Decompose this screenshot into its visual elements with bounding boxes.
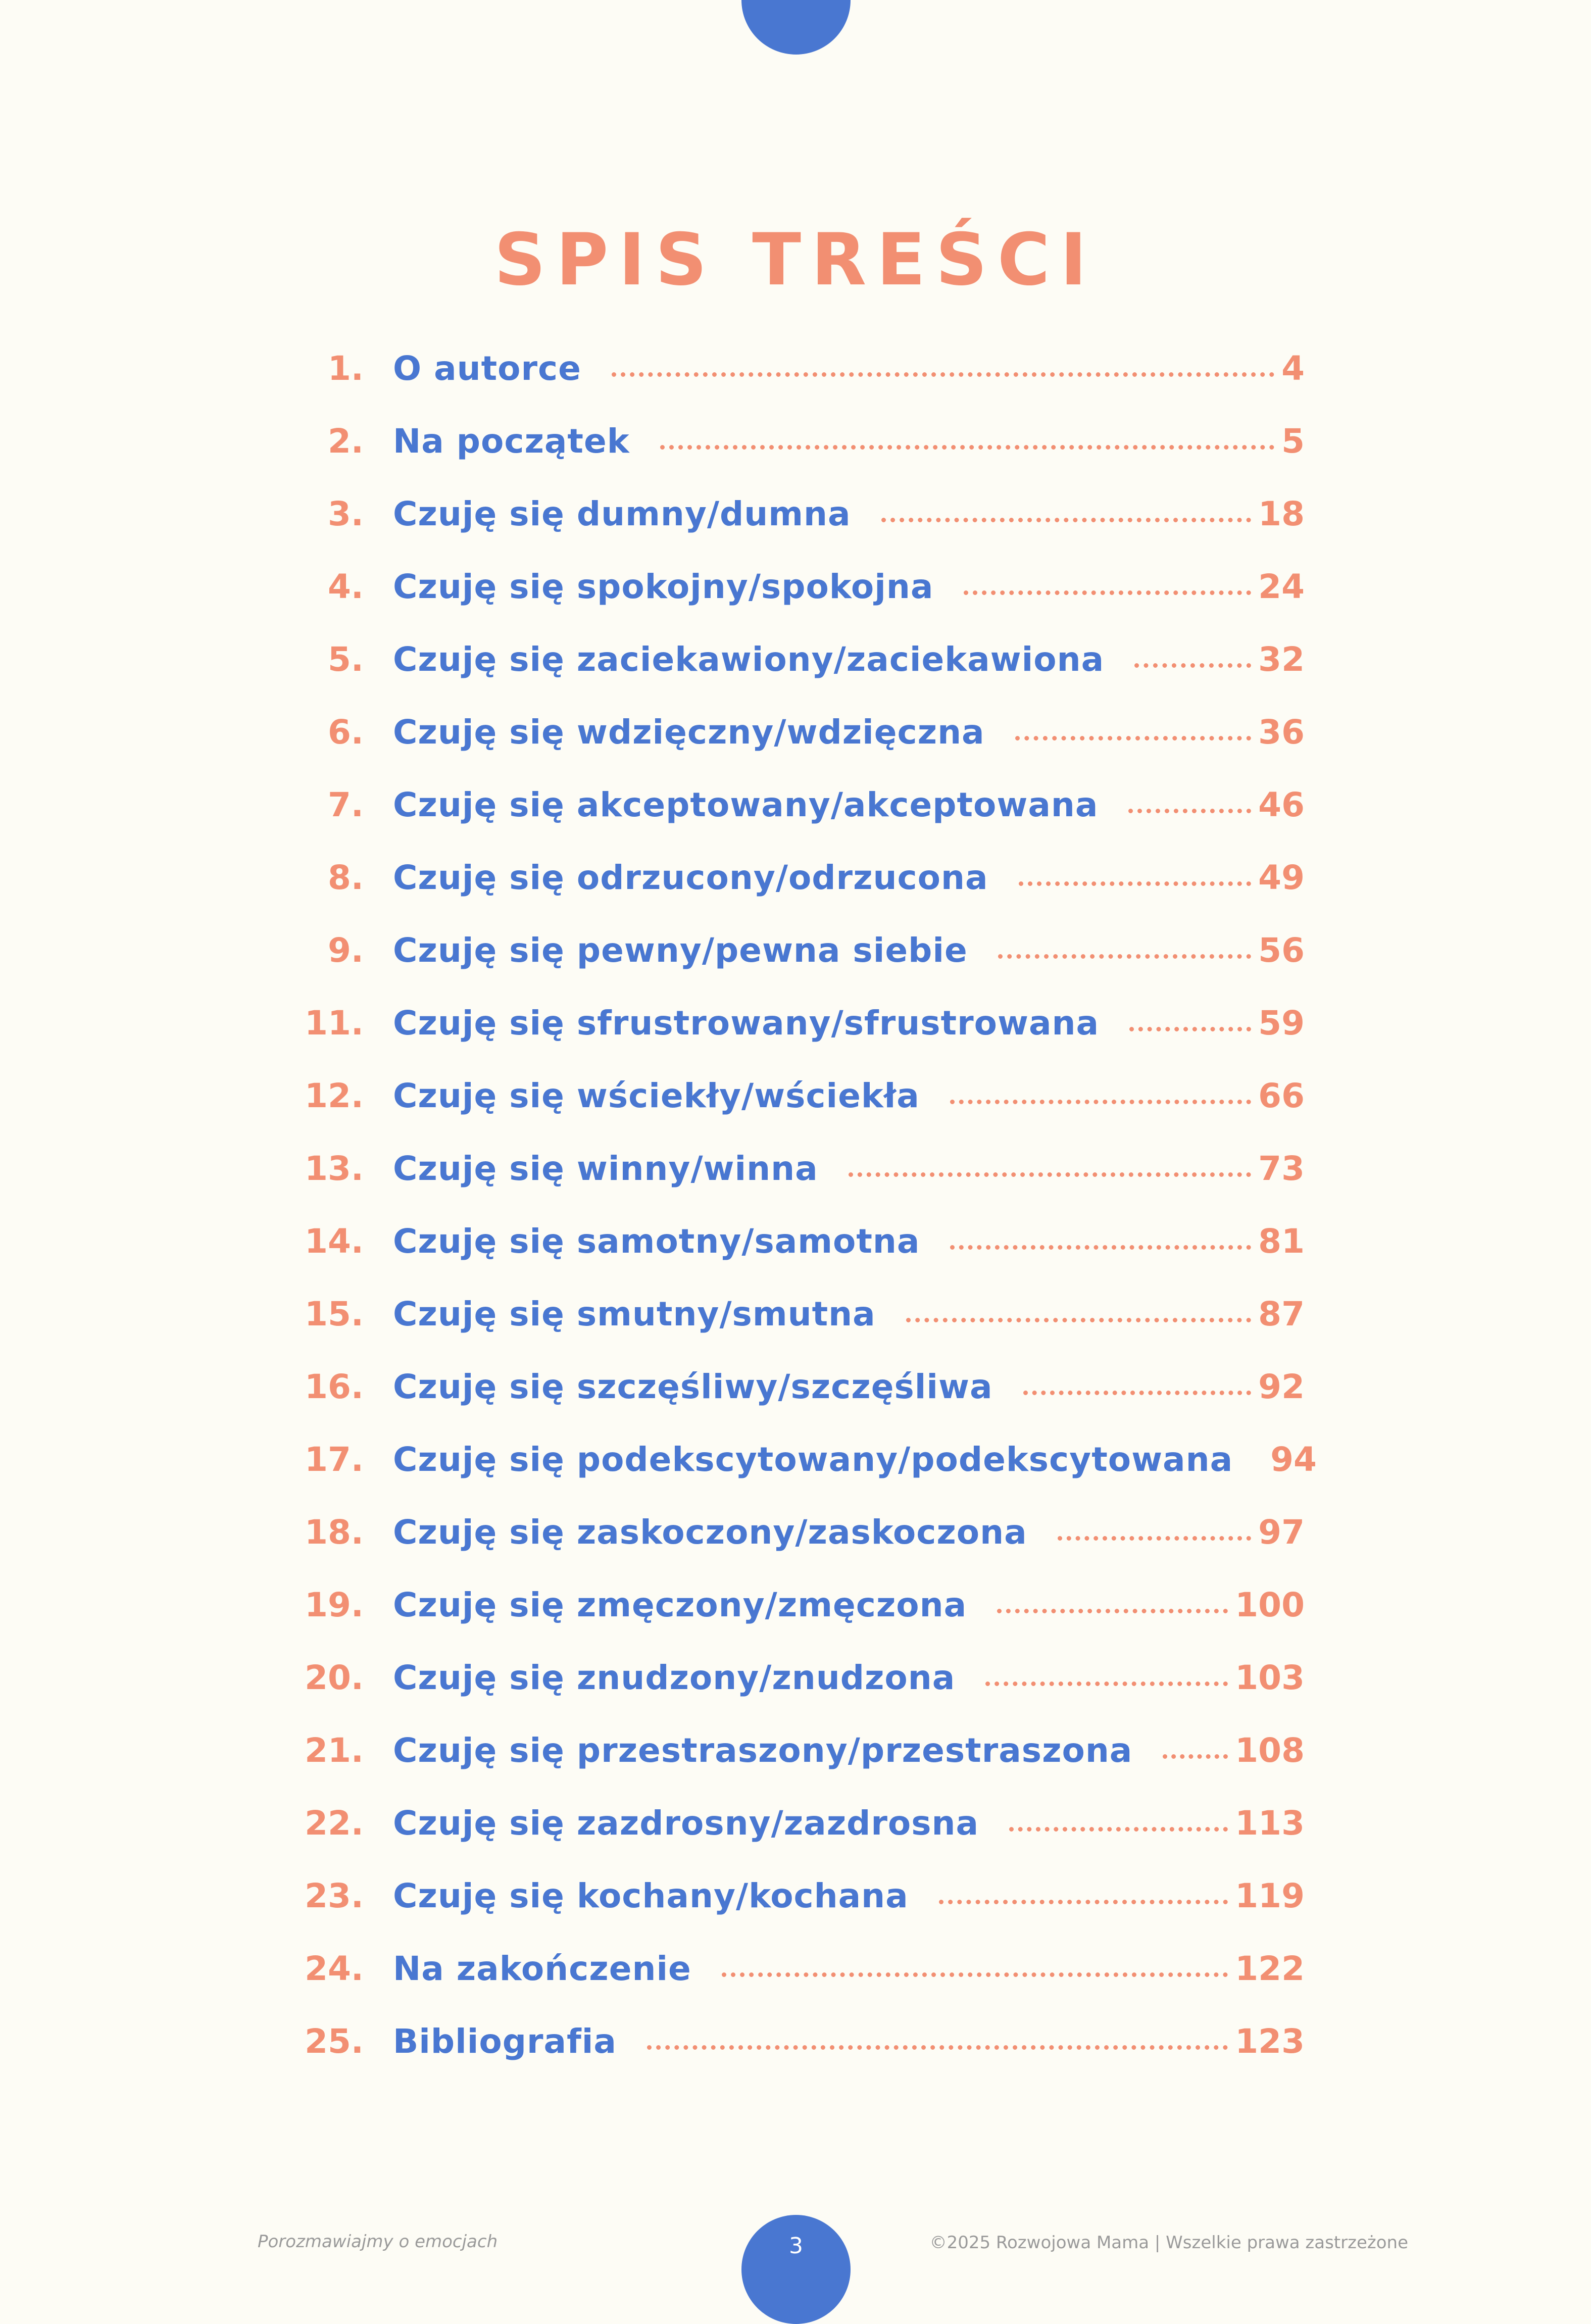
toc-dotted-leader	[985, 1682, 1228, 1686]
toc-entry-title: Czuję się odrzucony/odrzucona	[393, 858, 988, 897]
toc-entry-page: 49	[1258, 858, 1305, 897]
toc-entry-title: Bibliografia	[393, 2022, 617, 2061]
toc-dotted-leader	[939, 1900, 1228, 1904]
toc-entry-number: 11.	[305, 1004, 364, 1043]
toc-entry-title: Czuję się przestraszony/przestraszona	[393, 1731, 1133, 1770]
toc-entry-number: 19.	[305, 1586, 364, 1624]
toc-entry-title: O autorce	[393, 349, 581, 388]
toc-entry-number: 22.	[305, 1804, 364, 1843]
toc-entry-number: 14.	[305, 1222, 364, 1261]
toc-entry-number: 3.	[328, 495, 364, 533]
toc-entry-title: Czuję się szczęśliwy/szczęśliwa	[393, 1367, 993, 1406]
toc-entry-title: Czuję się dumny/dumna	[393, 495, 851, 533]
toc-entry-title: Czuję się pewny/pewna siebie	[393, 931, 968, 970]
toc-dotted-leader	[997, 1609, 1228, 1613]
toc-entry-page: 73	[1258, 1149, 1305, 1188]
toc-entry-number: 25.	[305, 2022, 364, 2061]
toc-dotted-leader	[647, 2045, 1228, 2050]
toc-entry-page: 18	[1258, 495, 1305, 533]
toc-dotted-leader	[1129, 1027, 1251, 1031]
toc-entry-title: Czuję się zazdrosny/zazdrosna	[393, 1804, 979, 1843]
toc-entry[interactable]	[283, 623, 1305, 696]
toc-entry-title: Czuję się wściekły/wściekła	[393, 1076, 920, 1115]
page-title: SPIS TREŚCI	[494, 218, 1097, 302]
toc-entry-page: 66	[1258, 1076, 1305, 1115]
toc-dotted-leader	[1015, 736, 1252, 740]
toc-entry[interactable]	[283, 1423, 1317, 1496]
toc-entry-title: Czuję się winny/winna	[393, 1149, 818, 1188]
toc-entry-page: 123	[1235, 2022, 1305, 2061]
toc-entry-page: 24	[1258, 567, 1305, 606]
toc-dotted-leader	[906, 1318, 1251, 1322]
toc-dotted-leader	[1009, 1827, 1228, 1832]
footer-book-title: Porozmawiajmy o emocjach	[258, 2232, 498, 2252]
toc-entry-number: 4.	[328, 567, 364, 606]
toc-entry[interactable]	[283, 1496, 1305, 1569]
toc-entry-page: 81	[1258, 1222, 1305, 1261]
toc-dotted-leader	[1128, 809, 1251, 813]
toc-entry-number: 18.	[305, 1513, 364, 1552]
toc-entry-title: Czuję się zaskoczony/zaskoczona	[393, 1513, 1027, 1552]
toc-entry-number: 13.	[305, 1149, 364, 1188]
toc-entry-number: 20.	[305, 1658, 364, 1697]
toc-entry-page: 59	[1258, 1004, 1305, 1043]
toc-entry-page: 92	[1258, 1367, 1305, 1406]
toc-dotted-leader	[998, 954, 1251, 959]
footer-copyright: ©2025 Rozwojowa Mama | Wszelkie prawa zastrzeżone	[929, 2233, 1408, 2253]
toc-entry-title: Czuję się podekscytowany/podekscytowana	[393, 1440, 1233, 1479]
toc-entry-page: 113	[1235, 1804, 1305, 1843]
toc-entry-number: 17.	[305, 1440, 364, 1479]
toc-entry[interactable]	[283, 478, 1305, 551]
toc-entry[interactable]	[283, 1787, 1305, 1860]
table-of-contents	[283, 332, 1317, 2078]
toc-entry[interactable]	[283, 987, 1305, 1060]
toc-entry[interactable]	[283, 1278, 1305, 1351]
toc-entry-number: 15.	[305, 1295, 364, 1333]
toc-dotted-leader	[950, 1100, 1251, 1104]
toc-entry[interactable]	[283, 1205, 1305, 1278]
toc-entry-number: 24.	[305, 1949, 364, 1988]
toc-entry-page: 100	[1235, 1586, 1305, 1624]
toc-entry-title: Czuję się kochany/kochana	[393, 1876, 909, 1915]
toc-entry[interactable]	[283, 1642, 1305, 1714]
toc-entry-page: 103	[1235, 1658, 1305, 1697]
toc-entry-title: Czuję się znudzony/znudzona	[393, 1658, 956, 1697]
toc-entry-page: 36	[1258, 713, 1305, 752]
toc-entry[interactable]	[283, 1060, 1305, 1132]
toc-entry-number: 21.	[305, 1731, 364, 1770]
toc-dotted-leader	[1163, 1754, 1228, 1759]
toc-dotted-leader	[1134, 663, 1251, 668]
toc-entry-number: 5.	[328, 640, 364, 679]
toc-entry-number: 9.	[328, 931, 364, 970]
toc-dotted-leader	[1058, 1536, 1251, 1541]
toc-entry-title: Czuję się zmęczony/zmęczona	[393, 1586, 967, 1624]
toc-dotted-leader	[612, 372, 1274, 377]
page-number: 3	[789, 2233, 803, 2259]
toc-entry-number: 7.	[328, 785, 364, 824]
toc-entry-title: Czuję się wdzięczny/wdzięczna	[393, 713, 985, 752]
toc-entry-page: 4	[1281, 349, 1305, 388]
toc-dotted-leader	[849, 1172, 1251, 1177]
toc-entry-title: Na zakończenie	[393, 1949, 691, 1988]
toc-entry-page: 97	[1258, 1513, 1305, 1552]
toc-entry-number: 6.	[328, 713, 364, 752]
toc-entry-page: 87	[1258, 1295, 1305, 1333]
page-number-circle	[741, 2215, 851, 2324]
toc-entry[interactable]	[283, 696, 1305, 769]
toc-dotted-leader	[1023, 1391, 1252, 1395]
toc-entry[interactable]	[283, 914, 1305, 987]
toc-entry-number: 16.	[305, 1367, 364, 1406]
toc-entry-page: 122	[1235, 1949, 1305, 1988]
toc-entry-title: Czuję się akceptowany/akceptowana	[393, 785, 1099, 824]
toc-entry-title: Czuję się zaciekawiony/zaciekawiona	[393, 640, 1105, 679]
toc-dotted-leader	[1019, 881, 1252, 886]
toc-entry-page: 56	[1258, 931, 1305, 970]
toc-dotted-leader	[950, 1245, 1251, 1250]
toc-entry-page: 108	[1235, 1731, 1305, 1770]
toc-entry-title: Czuję się samotny/samotna	[393, 1222, 920, 1261]
toc-entry-page: 119	[1235, 1876, 1305, 1915]
toc-dotted-leader	[881, 518, 1252, 522]
toc-entry-page: 94	[1270, 1440, 1317, 1479]
top-circle-decoration	[741, 0, 851, 55]
toc-entry-number: 8.	[328, 858, 364, 897]
toc-entry-number: 12.	[305, 1076, 364, 1115]
toc-entry[interactable]	[283, 2005, 1305, 2078]
toc-entry[interactable]	[283, 551, 1305, 623]
toc-entry-page: 46	[1258, 785, 1305, 824]
toc-entry[interactable]	[283, 1933, 1305, 2005]
toc-entry-number: 23.	[305, 1876, 364, 1915]
toc-entry-title: Czuję się sfrustrowany/sfrustrowana	[393, 1004, 1100, 1043]
toc-entry[interactable]	[283, 769, 1305, 842]
toc-entry-page: 32	[1258, 640, 1305, 679]
toc-entry-title: Czuję się smutny/smutna	[393, 1295, 876, 1333]
toc-entry-number: 1.	[328, 349, 364, 388]
toc-entry[interactable]	[283, 332, 1305, 405]
toc-entry[interactable]	[283, 1351, 1305, 1423]
toc-entry-title: Na początek	[393, 422, 630, 461]
toc-entry-number: 2.	[328, 422, 364, 461]
toc-entry[interactable]	[283, 1569, 1305, 1642]
toc-entry[interactable]	[283, 1860, 1305, 1933]
toc-dotted-leader	[964, 590, 1251, 595]
toc-dotted-leader	[722, 1972, 1228, 1977]
toc-entry[interactable]	[283, 1714, 1305, 1787]
toc-entry-title: Czuję się spokojny/spokojna	[393, 567, 934, 606]
toc-dotted-leader	[660, 445, 1274, 450]
toc-entry[interactable]	[283, 1132, 1305, 1205]
toc-entry-page: 5	[1281, 422, 1305, 461]
toc-entry[interactable]	[283, 842, 1305, 914]
toc-entry[interactable]	[283, 405, 1305, 478]
